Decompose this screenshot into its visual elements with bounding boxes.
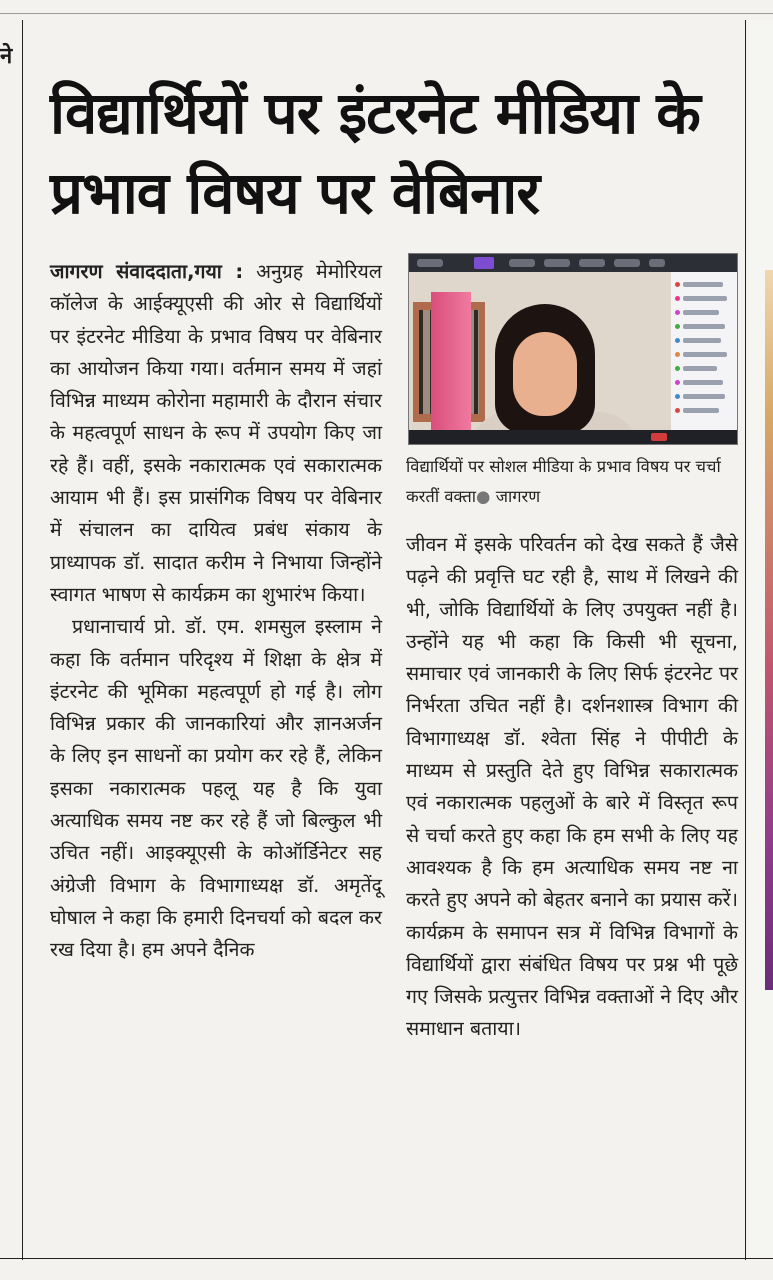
article-column-right [406,529,738,1046]
caption-credit: जागरण [495,487,541,506]
headline: विद्यार्थियों पर इंटरनेट मीडिया के प्रभाव विषय पर वेबिनार [50,78,700,227]
participants-panel [671,272,737,430]
photo-caption [406,452,740,512]
caption-bullet: ● [476,487,491,506]
byline: जागरण संवाददाता,गया : [50,260,244,283]
paragraph-1-text: अनुग्रह मेमोरियल कॉलेज के आईक्यूएसी की ओर से विद्यार्थियों पर इंटरनेट मीडिया के प्रभाव विषय पर वेबिनार का आयोजन किया गया। वर्तमान समय में जहां विभिन्न माध्यम कोरोना महामारी के दौरान संचार के महत्वपूर्ण साधन के रूप में उपयोग किए जा रहे हैं। वहीं, इसके नकारात्मक एवं सकारात्मक आयाम भी हैं। इस प्रासंगिक विषय पर वेबिनार में संचालन का दायित्व प्रबंध संकाय के प्राध्यापक डॉ. सादात करीम ने निभाया जिन्होंने स्वागत भाषण से कार्यक्रम का शुभारंभ किया। [50,260,382,606]
paragraph-3: जीवन में इसके परिवर्तन को देख सकते हैं जैसे पढ़ने की प्रवृत्ति घट रही है, साथ में लिखने की भी, जोकि विद्यार्थियों के लिए उपयुक्त नहीं है। उन्होंने यह भी कहा कि किसी भी सूचना, समाचार एवं जानकारी के लिए सिर्फ इंटरनेट पर निर्भरता उचित नहीं है। दर्शनशास्त्र विभाग की विभागाध्यक्ष डॉ. श्वेता सिंह ने पीपीटी के माध्यम से प्रस्तुति देते हुए विभिन्न सकारात्मक एवं नकारात्मक पहलुओं के बारे में विस्तृत रूप से चर्चा करते हुए कहा कि हम सभी के लिए यह आवश्यक है कि हम अत्याधिक समय नष्ट ना करते हुए अपने को बेहतर बनाने का प्रयास करें। कार्यक्रम के समापन सत्र में विभिन्न विभागों के विद्यार्थियों द्वारा संबंधित विषय पर प्रश्न भी पूछे गए जिसके प्रत्युत्तर विभिन्न वक्ताओं ने दिए और समाधान बताया। [406,533,738,1041]
caption-text: विद्यार्थियों पर सोशल मीडिया के प्रभाव विषय पर चर्चा करतीं वक्ता [406,457,721,506]
video-call-toolbar [409,254,737,272]
bottom-divider [0,1258,773,1259]
adjacent-article-fragment: ने [0,44,13,69]
webinar-screenshot-photo [409,254,737,444]
adjacent-ad-strip [765,270,773,990]
column-divider-right [745,20,746,1260]
next-article-strip [0,1262,773,1280]
paragraph-2: प्रधानाचार्य प्रो. डॉ. एम. शमसुल इस्लाम ने कहा कि वर्तमान परिदृश्य में शिक्षा के क्षेत्र में इंटरनेट की भूमिका महत्वपूर्ण हो गई है। लोग विभिन्न प्रकार की जानकारियां और ज्ञानअर्जन के लिए इन साधनों का प्रयोग कर रहे हैं, लेकिन इसका नकारात्मक पहलू यह है कि युवा अत्याधिक समय नष्ट कर रहे हैं जो बिल्कुल भी उचित नहीं। आइक्यूएसी के कोऑर्डिनेटर सह अंग्रेजी विभाग के विभागाध्यक्ष डॉ. अमृतेंदू घोषाल ने कहा कि हमारी दिनचर्या को बदल कर रख दिया है। हम अपने दैनिक [50,615,382,962]
article-column-left [50,256,382,967]
video-call-controls [409,430,737,444]
previous-article-strip [0,0,773,14]
speaker-video [409,272,671,430]
column-divider-left [22,20,23,1260]
paragraph-1 [50,256,382,611]
